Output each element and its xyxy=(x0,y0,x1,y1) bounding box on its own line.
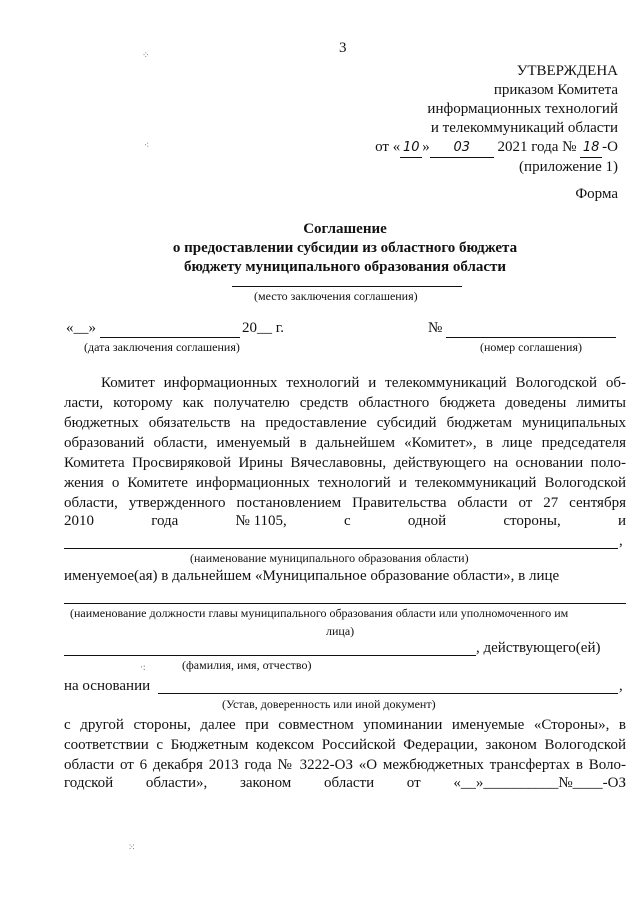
number-caption: (номер соглашения) xyxy=(480,340,582,354)
approval-title: УТВЕРЖДЕНА xyxy=(516,63,618,79)
fio-caption: (фамилия, имя, отчество) xyxy=(182,658,312,672)
scan-speck-icon: ⁙ xyxy=(128,842,136,852)
basis-label: на основании xyxy=(64,678,151,694)
approval-line: приказом Комитета xyxy=(493,82,618,98)
approval-block xyxy=(375,62,618,177)
date-quote: «__» xyxy=(66,320,96,336)
approval-order-number: 18 xyxy=(580,138,602,158)
date-caption: (дата заключения соглашения) xyxy=(84,340,240,354)
basis-line[interactable] xyxy=(158,693,618,694)
acting-text: , действующего(ей) xyxy=(476,640,601,656)
head-caption-2: лица) xyxy=(326,624,355,638)
scan-speck-icon: ⁘ xyxy=(142,50,150,60)
approval-line: и телекоммуникаций области xyxy=(430,120,618,136)
paragraph-1: Комитет информационных технологий и телекоммуникаций Вологодской об- ласти, которому как получателю средств областного бюджета доведены лимиты бюджетных обязательств на предоставление субсидий бюджетам муниципальных образований области, именуемый в дальнейшем «Комитет», в лице председателя Комитета Просвиряковой Ирины Вячеславовны, действующего на основании поло- жения о Комитете информационных технологий и телекоммуникаций Вологодской области, утвержденного постановлением Правительства области от 27 сентября xyxy=(64,375,626,511)
form-label: Форма xyxy=(575,186,618,202)
head-position-line[interactable] xyxy=(64,603,626,604)
municipality-caption: (наименование муниципального образования области) xyxy=(190,551,469,565)
scan-speck-icon: ⁖ xyxy=(144,140,150,150)
place-line[interactable] xyxy=(232,286,462,287)
place-caption: (место заключения соглашения) xyxy=(254,289,418,303)
basis-comma: , xyxy=(619,678,623,694)
approval-month: 03 xyxy=(430,138,494,158)
agreement-title: Соглашение о предоставлении субсидии из областного бюджета бюджету муниципального образования области xyxy=(172,221,518,275)
date-line[interactable] xyxy=(100,337,240,338)
municipality-comma: , xyxy=(619,533,623,549)
approval-date-line: от « 10 » 03 2021 года № 18 -О xyxy=(375,138,618,158)
paragraph-2-last-line: годской области», законом области от «__»__________№____-ОЗ xyxy=(64,775,626,791)
approval-appendix: (приложение 1) xyxy=(519,159,618,175)
approval-line: информационных технологий xyxy=(427,101,618,117)
paragraph-2: с другой стороны, далее при совместном упоминании именуемые «Стороны», в соответствии с Бюджетным кодексом Российской Федерации, законом Вологодской области от 6 декабря 2013 года № 3222-ОЗ «О межбюджетных трансфертах в Воло- xyxy=(64,717,626,773)
head-caption: (наименование должности главы муниципального образования области или уполномоченного им xyxy=(70,606,569,620)
approval-day: 10 xyxy=(400,138,422,158)
scan-speck-icon: ·: xyxy=(140,662,146,672)
named-as-line: именуемое(ая) в дальнейшем «Муниципальное образование области», в лице xyxy=(64,568,560,584)
number-line[interactable] xyxy=(446,337,616,338)
fio-line[interactable] xyxy=(64,655,476,656)
page-number: 3 xyxy=(339,40,347,56)
paragraph-1-last-line: 2010 года № 1105, с одной стороны, и xyxy=(64,513,626,529)
basis-caption: (Устав, доверенность или иной документ) xyxy=(222,697,436,711)
number-sign: № xyxy=(428,320,443,336)
date-year: 20__ г. xyxy=(242,320,284,336)
municipality-line[interactable] xyxy=(64,548,618,549)
